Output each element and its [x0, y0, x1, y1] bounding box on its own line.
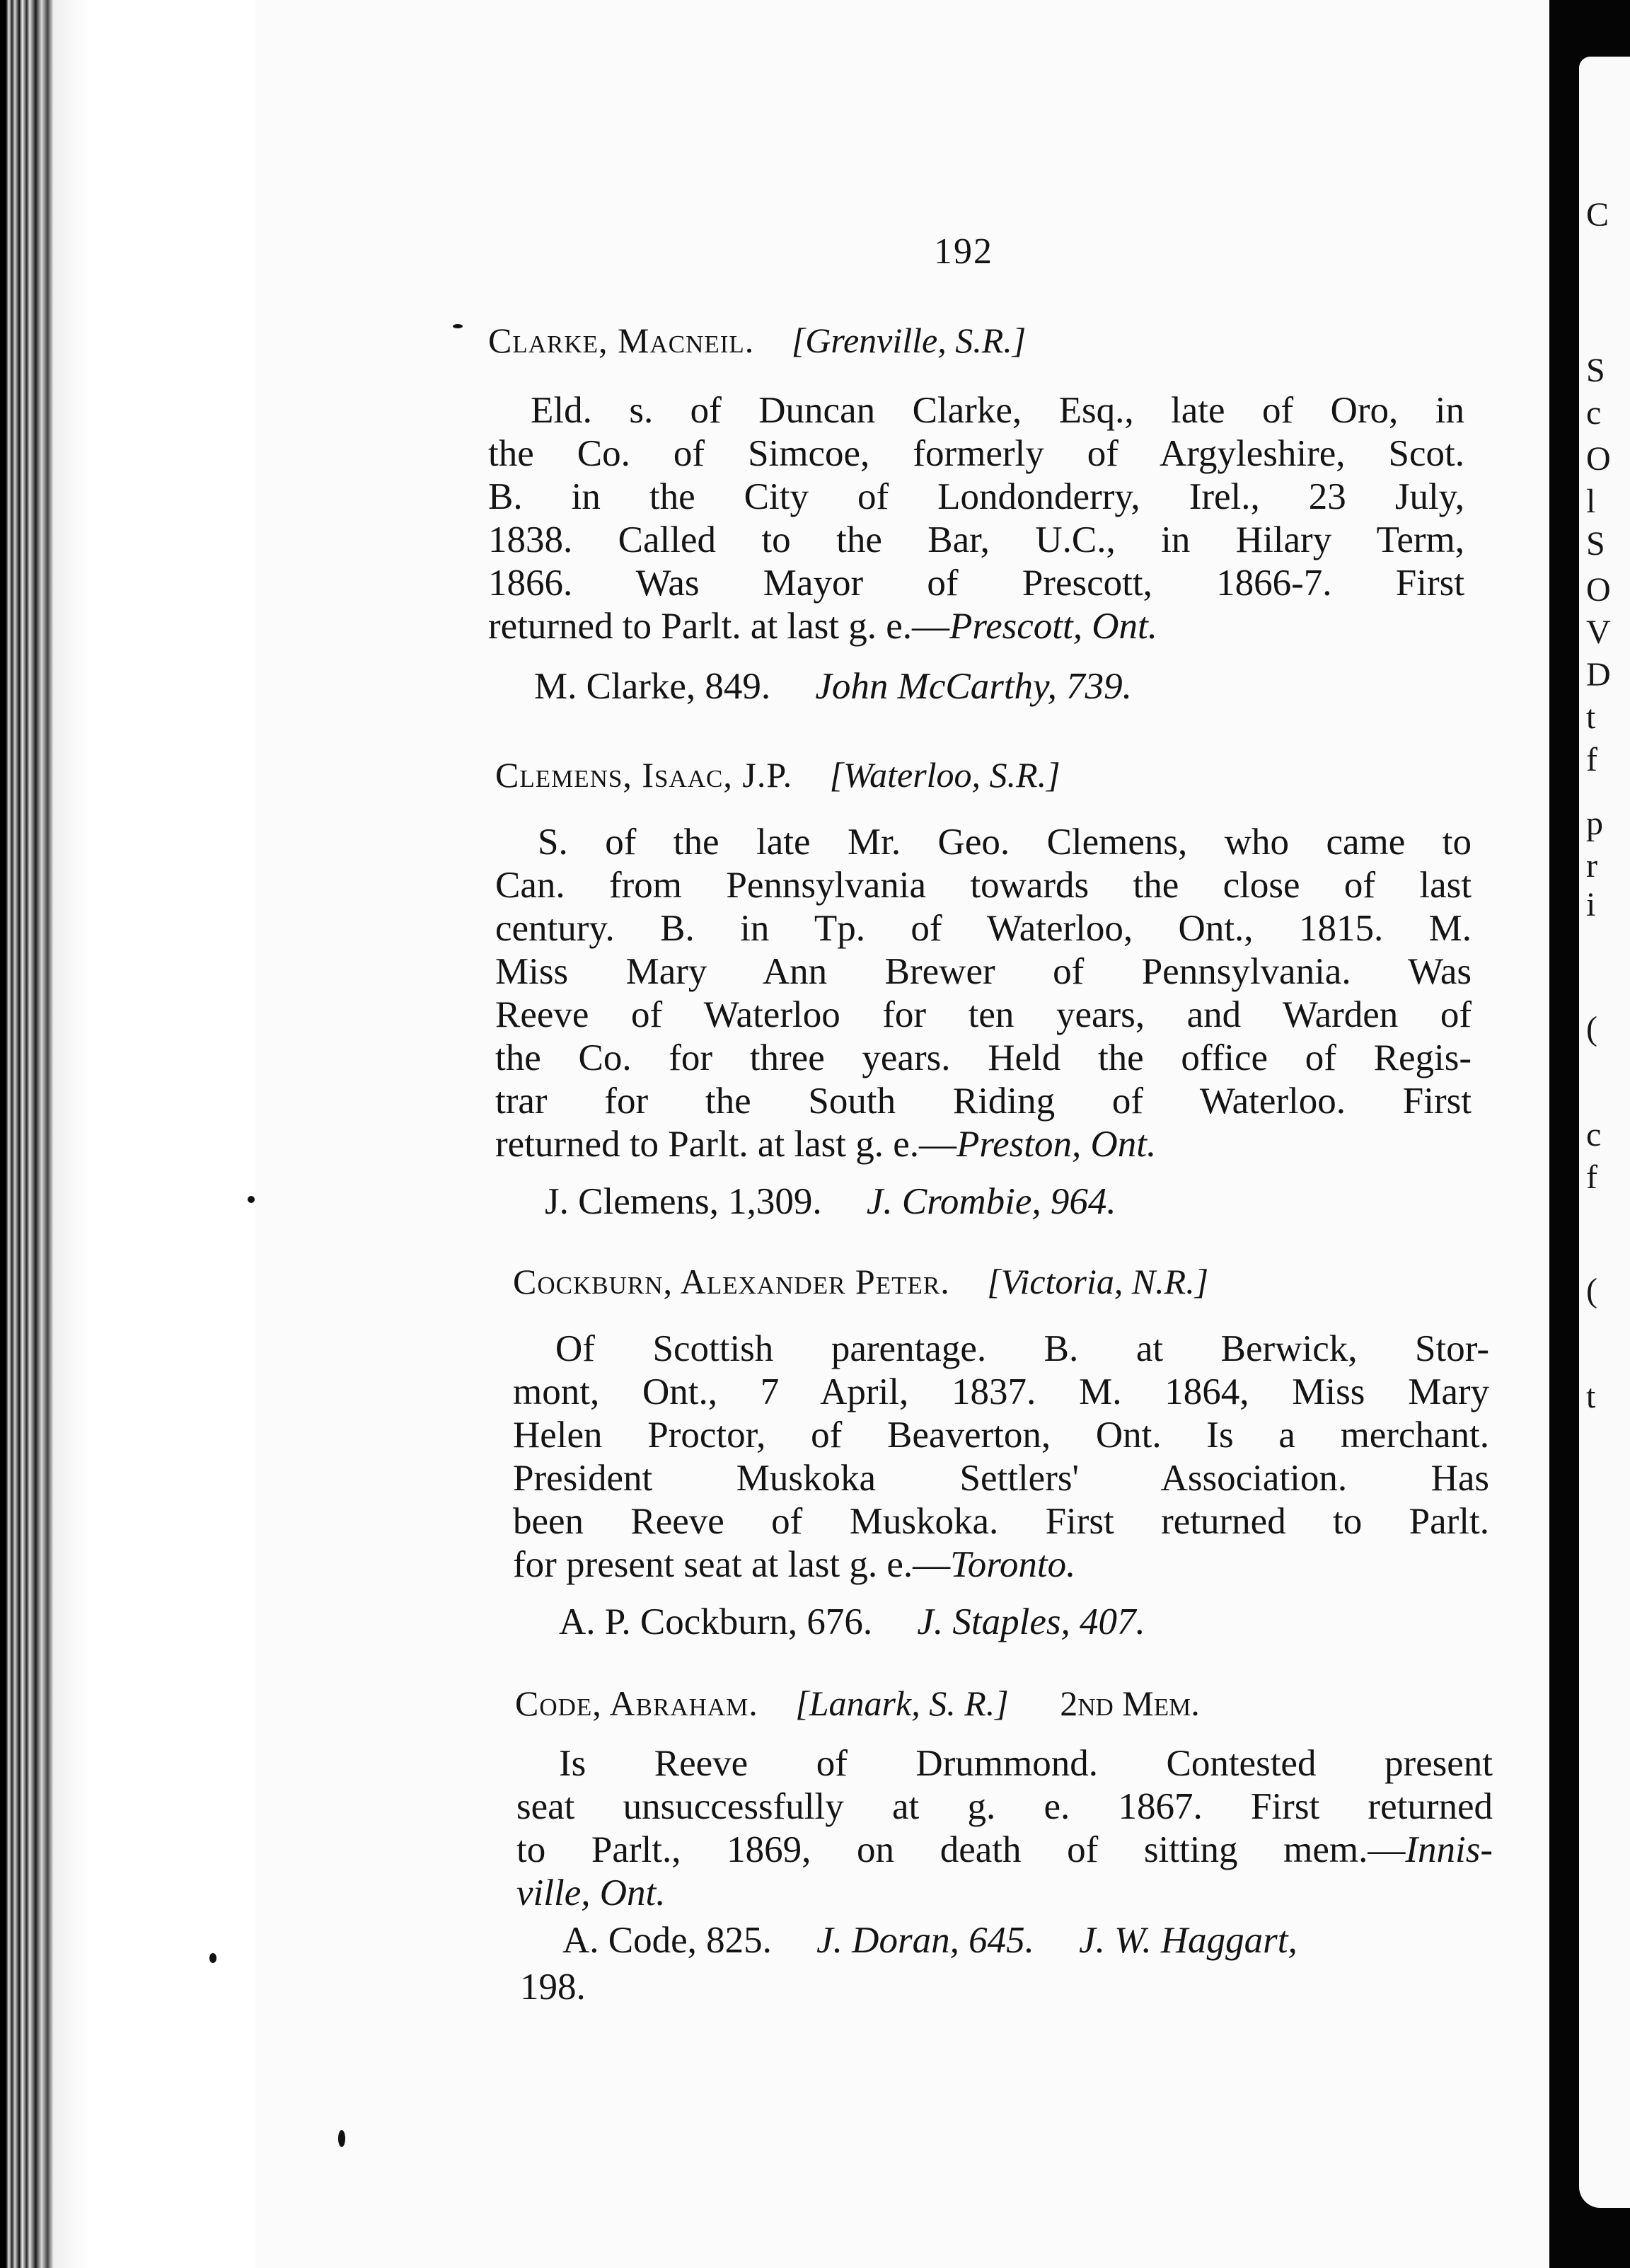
- residence: Prescott, Ont.: [949, 606, 1157, 647]
- member-name: Clarke, Macneil.: [488, 321, 755, 360]
- election-result: [520, 1966, 586, 2008]
- bio-line: [495, 1123, 1472, 1166]
- constituency: [Grenville, S.R.]: [791, 321, 1027, 360]
- facing-page-fragment: t: [1586, 698, 1596, 736]
- scan-speck: [248, 1196, 255, 1203]
- election-result: [545, 1180, 1116, 1223]
- entry-biography: [513, 1328, 1489, 1587]
- bio-text: returned to Parlt. at last g. e.—: [488, 606, 950, 647]
- bio-line: mont, Ont., 7 April, 1837. M. 1864, Miss Mary: [513, 1371, 1489, 1412]
- candidate-vote: M. Clarke, 849.: [534, 666, 771, 707]
- member-name: Cockburn, Alexander Peter.: [513, 1262, 950, 1301]
- facing-page-fragment: S: [1586, 525, 1605, 563]
- bio-line: century. B. in Tp. of Waterloo, Ont., 1815. M.: [495, 908, 1472, 949]
- facing-page-fragment: p: [1586, 805, 1603, 842]
- bio-line: Miss Mary Ann Brewer of Pennsylvania. Was: [495, 951, 1472, 992]
- facing-page-fragment: f: [1586, 741, 1597, 778]
- facing-page-fragment: (: [1586, 1010, 1597, 1047]
- bio-line: the Co. for three years. Held the office of Regis-: [495, 1037, 1472, 1078]
- residence: Preston, Ont.: [956, 1124, 1157, 1165]
- facing-page-fragment: i: [1586, 886, 1596, 923]
- member-name: Clemens, Isaac, J.P.: [495, 755, 793, 795]
- bio-line: Reeve of Waterloo for ten years, and Warden of: [495, 994, 1472, 1035]
- bio-line: S. of the late Mr. Geo. Clemens, who came to: [538, 822, 1472, 863]
- bio-line: [513, 1543, 1489, 1587]
- entry-heading: [495, 754, 1060, 795]
- bio-line: B. in the City of Londonderry, Irel., 23 July,: [488, 476, 1464, 517]
- bio-line: Of Scottish parentage. B. at Berwick, Stor-: [555, 1328, 1489, 1369]
- member-note: 2nd Mem.: [1060, 1683, 1200, 1723]
- constituency: [Victoria, N.R.]: [987, 1262, 1209, 1301]
- bio-text: to Parlt., 1869, on death of sitting mem.—: [516, 1829, 1406, 1870]
- candidate-vote: J. Crombie, 964.: [866, 1181, 1116, 1222]
- residence: Toronto.: [950, 1544, 1076, 1585]
- facing-page-fragment: t: [1586, 1378, 1596, 1415]
- bio-line: seat unsuccessfully at g. e. 1867. First returned: [516, 1786, 1493, 1827]
- candidate-vote: J. W. Haggart,: [1079, 1920, 1297, 1961]
- candidate-vote: 198.: [520, 1967, 586, 2008]
- entry-heading: [513, 1261, 1208, 1302]
- facing-page-fragment: D: [1586, 656, 1611, 693]
- entry-heading: [515, 1683, 1200, 1724]
- candidate-vote: J. Clemens, 1,309.: [545, 1181, 822, 1222]
- residence: Innis-: [1405, 1829, 1493, 1870]
- facing-page-fragment: l: [1586, 483, 1596, 520]
- election-result: [559, 1601, 1145, 1643]
- bio-line: [516, 1829, 1493, 1872]
- facing-page-fragment: S: [1586, 352, 1605, 389]
- candidate-vote: John McCarthy, 739.: [815, 666, 1132, 707]
- facing-page-fragment: O: [1586, 571, 1611, 609]
- candidate-vote: J. Doran, 645.: [816, 1920, 1034, 1961]
- facing-page-fragment: f: [1586, 1158, 1597, 1196]
- candidate-vote: J. Staples, 407.: [917, 1601, 1145, 1642]
- scan-speck: [209, 1953, 216, 1963]
- residence: ville, Ont.: [516, 1872, 666, 1913]
- bio-line: 1838. Called to the Bar, U.C., in Hilary Term,: [488, 519, 1464, 560]
- bio-line: been Reeve of Muskoka. First returned to Parlt.: [513, 1501, 1489, 1542]
- entry-biography: [495, 821, 1472, 1166]
- facing-page-fragment: O: [1586, 440, 1611, 478]
- facing-page-fragment: r: [1586, 847, 1597, 885]
- candidate-vote: A. P. Cockburn, 676.: [559, 1601, 873, 1642]
- scan-speck: [453, 324, 463, 328]
- bio-line: trar for the South Riding of Waterloo. First: [495, 1081, 1472, 1122]
- facing-page-fragment: c: [1586, 394, 1602, 432]
- constituency: [Lanark, S. R.]: [795, 1683, 1009, 1723]
- facing-page-fragment: c: [1586, 1116, 1602, 1153]
- entry-biography: [488, 389, 1464, 648]
- scan-speck: [338, 2130, 345, 2147]
- page-number: 192: [934, 231, 993, 272]
- entry-heading: [488, 320, 1026, 361]
- bio-line: Is Reeve of Drummond. Contested present: [559, 1743, 1493, 1784]
- bio-line: Can. from Pennsylvania towards the close of last: [495, 865, 1472, 906]
- bio-line: Eld. s. of Duncan Clarke, Esq., late of Oro, in: [531, 390, 1464, 431]
- facing-page-fragment: V: [1586, 614, 1611, 651]
- facing-page-fragment: C: [1586, 196, 1609, 234]
- bio-text: for present seat at last g. e.—: [513, 1544, 951, 1585]
- bio-line: President Muskoka Settlers' Association. Has: [513, 1458, 1489, 1499]
- bio-line: Helen Proctor, of Beaverton, Ont. Is a merchant.: [513, 1415, 1489, 1456]
- bio-line: [488, 605, 1464, 648]
- election-result: [534, 665, 1132, 708]
- facing-page-fragment: (: [1586, 1272, 1597, 1309]
- bio-text: returned to Parlt. at last g. e.—: [495, 1124, 957, 1165]
- bio-line: 1866. Was Mayor of Prescott, 1866-7. First: [488, 563, 1464, 604]
- entry-biography: [516, 1742, 1493, 1915]
- election-result: [562, 1919, 1297, 1962]
- bio-line: the Co. of Simcoe, formerly of Argyleshire, Scot.: [488, 433, 1464, 474]
- constituency: [Waterloo, S.R.]: [829, 755, 1060, 795]
- member-name: Code, Abraham.: [515, 1683, 758, 1723]
- candidate-vote: A. Code, 825.: [562, 1920, 772, 1961]
